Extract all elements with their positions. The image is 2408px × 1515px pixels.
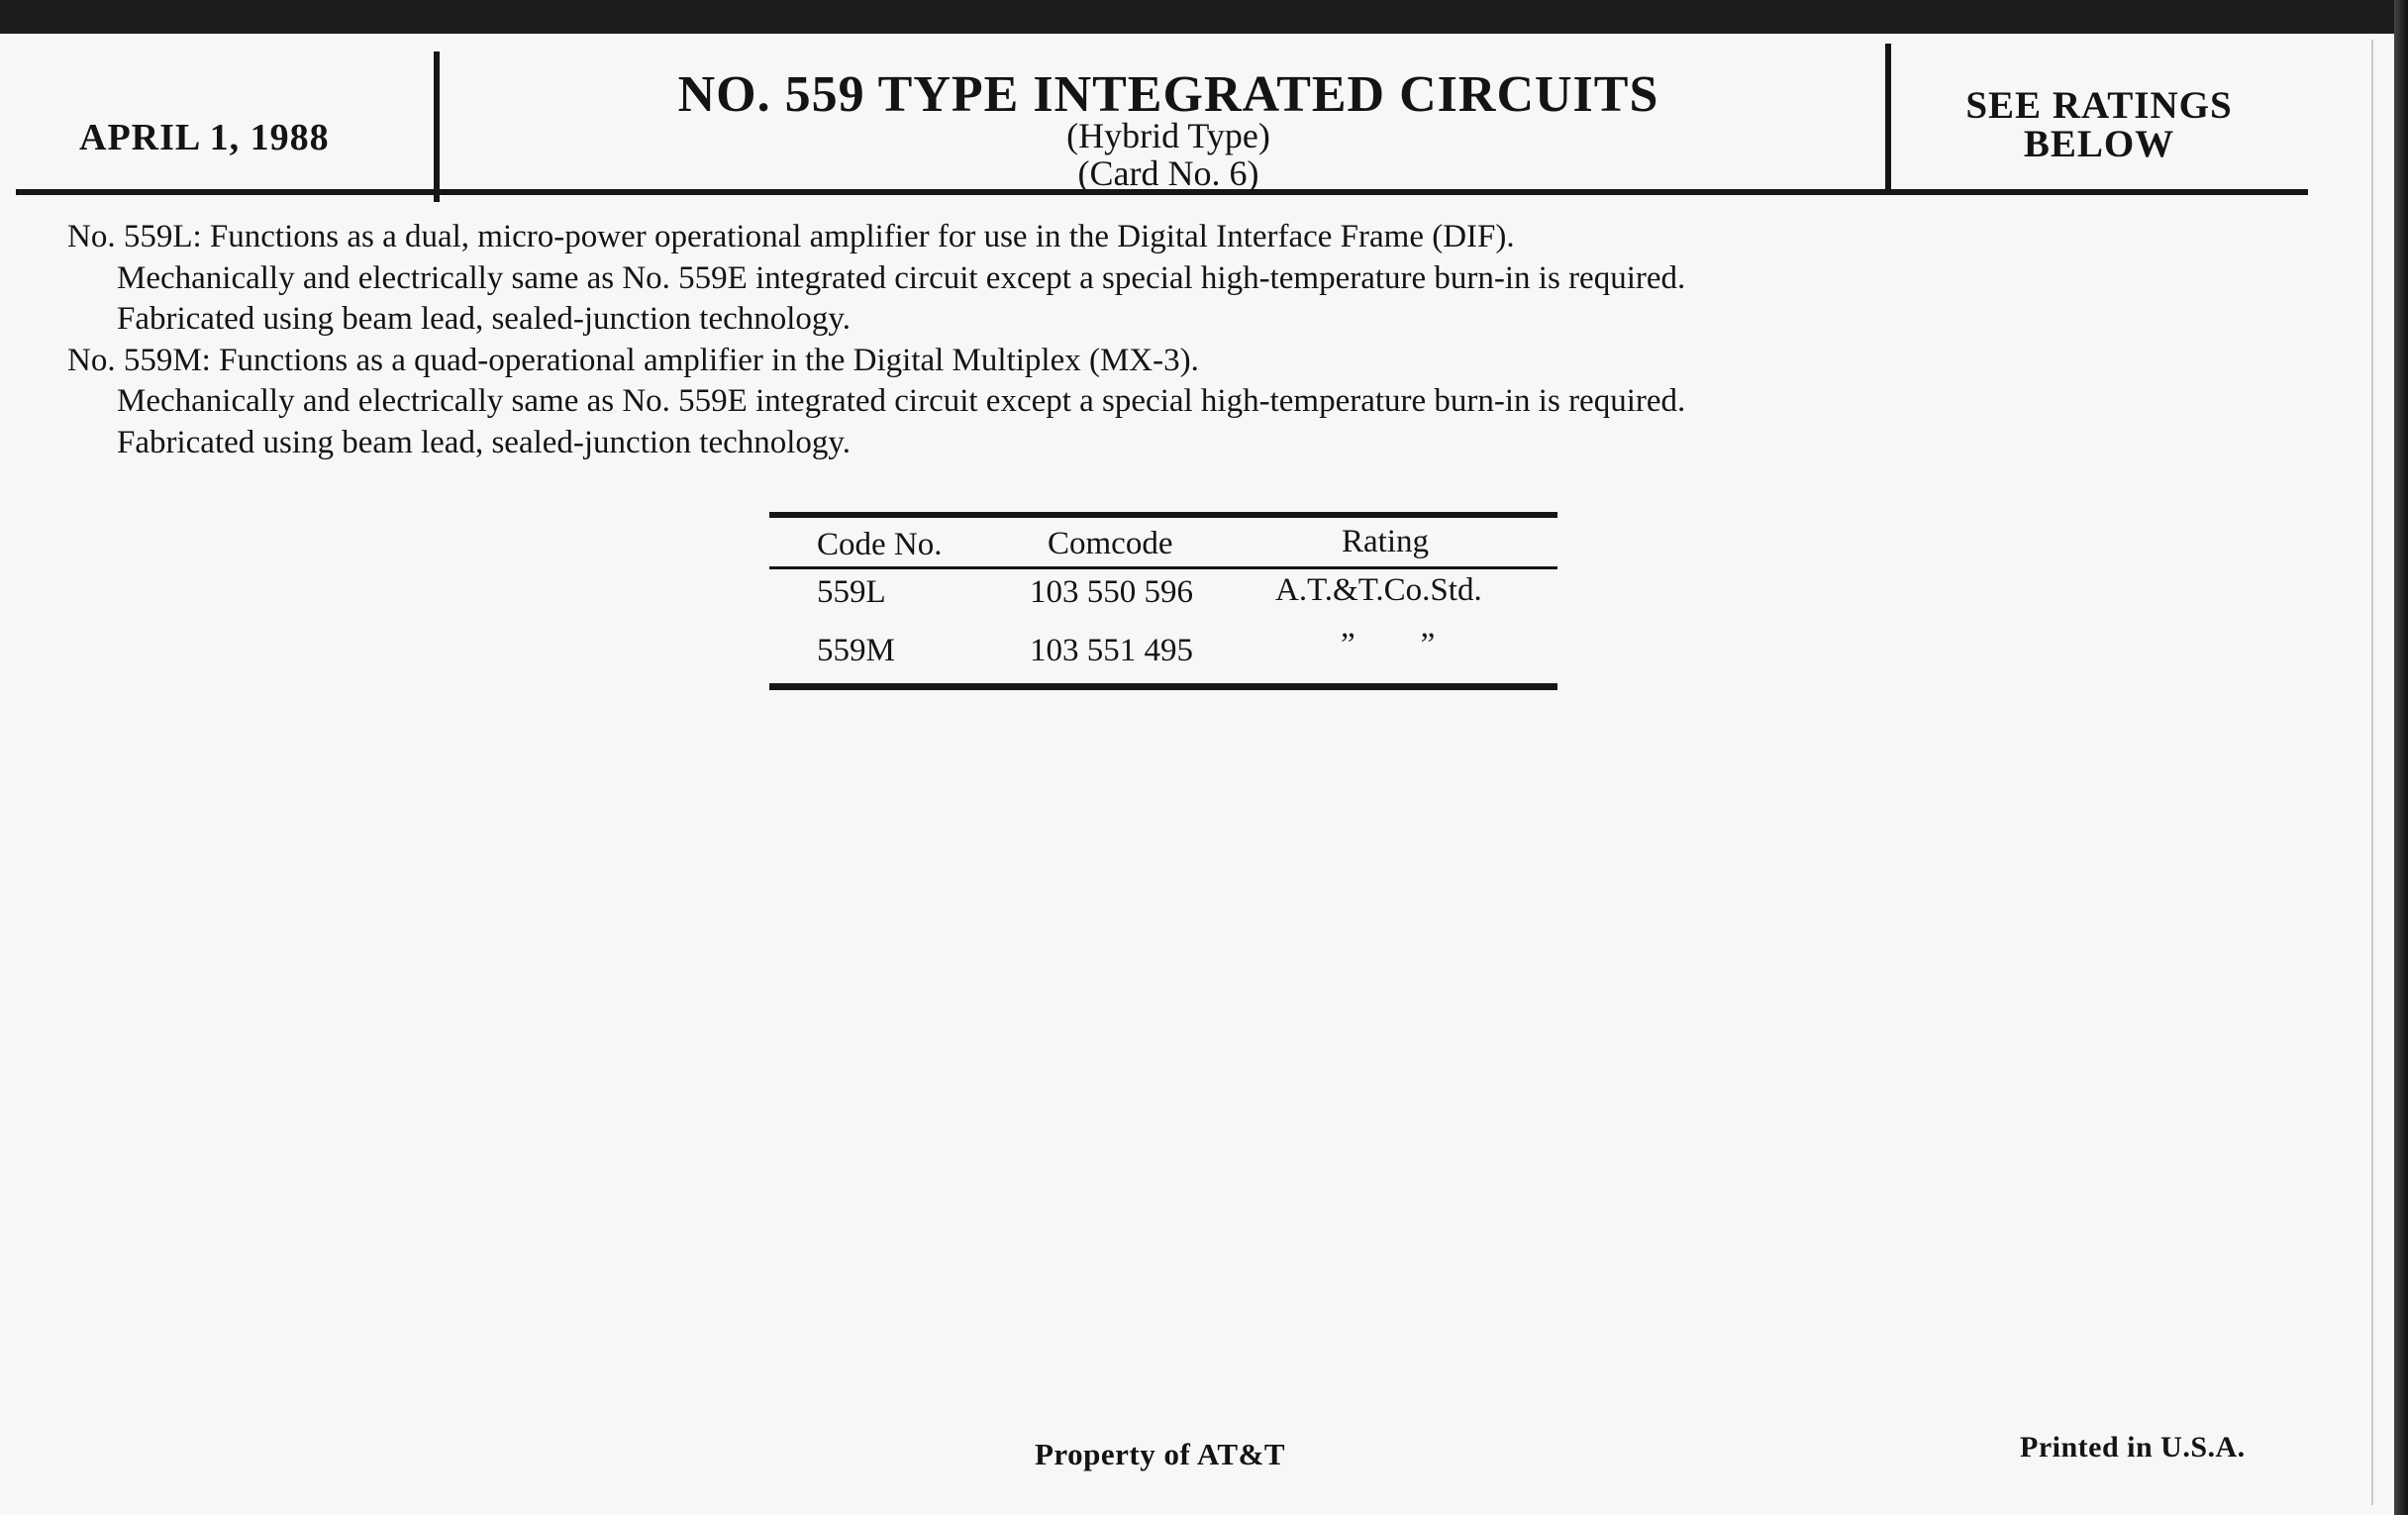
card-edge-shadow [2394, 0, 2408, 1515]
footer-property: Property of AT&T [1035, 1437, 1286, 1471]
paragraph-559l-lead: No. 559L: Functions as a dual, micro-power operational amplifier for use in the Digital Interface Frame (DIF). [67, 219, 1515, 254]
table-cell-code: 559L [817, 574, 886, 610]
table-cell-rating: ” ” [1341, 627, 1436, 662]
table-header-rating: Rating [1342, 524, 1429, 559]
table-cell-comcode: 103 550 596 [1030, 574, 1193, 610]
table-header-comcode: Comcode [1048, 526, 1173, 561]
paragraph-559l-fabrication: Fabricated using beam lead, sealed-junction technology. [117, 301, 852, 337]
table-top-rule [769, 512, 1557, 518]
card-fold-line [2371, 40, 2373, 1505]
paragraph-559m-fabrication: Fabricated using beam lead, sealed-junction technology. [117, 424, 852, 460]
description-block [67, 217, 1949, 463]
table-header-code: Code No. [817, 527, 943, 562]
paragraph-559m-detail: Mechanically and electrically same as No. 559E integrated circuit except a special high-temperature burn-in is required. [117, 383, 1686, 419]
table-cell-comcode: 103 551 495 [1030, 633, 1193, 668]
ratings-note [1891, 86, 2307, 163]
page-title: NO. 559 TYPE INTEGRATED CIRCUITS [677, 66, 1659, 123]
paragraph-559m-lead: No. 559M: Functions as a quad-operational amplifier in the Digital Multiplex (MX-3). [67, 342, 1199, 378]
header-divider-left [434, 51, 440, 202]
footer-printed: Printed in U.S.A. [2020, 1431, 2246, 1464]
ratings-note-line-2: BELOW [2023, 123, 2175, 165]
paragraph-559l-detail: Mechanically and electrically same as No. 559E integrated circuit except a special high-temperature burn-in is required. [117, 259, 1686, 296]
issue-date: APRIL 1, 1988 [79, 117, 330, 158]
subtitle-card-number: (Card No. 6) [1077, 153, 1259, 193]
ratings-note-line-1: SEE RATINGS [1965, 84, 2233, 127]
table-cell-code: 559M [817, 633, 895, 668]
table-cell-rating: A.T.&T.Co.Std. [1275, 572, 1482, 608]
table-header-rule [769, 566, 1557, 569]
table-bottom-rule [769, 683, 1557, 690]
subtitle-type: (Hybrid Type) [1066, 116, 1270, 155]
